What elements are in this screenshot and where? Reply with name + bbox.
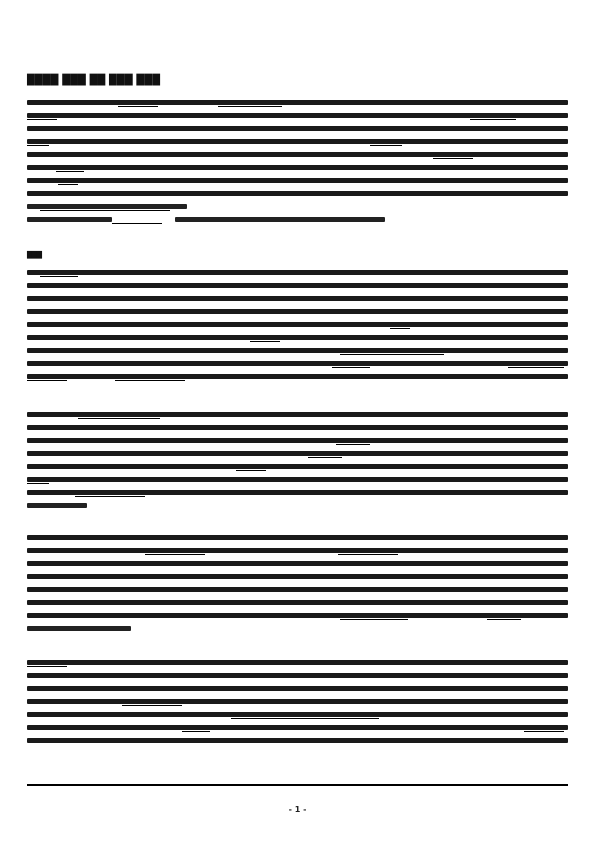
underline (115, 380, 185, 381)
underline (390, 328, 410, 329)
text-line (27, 165, 568, 170)
text-line (27, 204, 187, 209)
text-line (27, 626, 131, 631)
underline (236, 470, 266, 471)
text-line (27, 374, 568, 379)
underline (27, 666, 67, 667)
underline (308, 457, 342, 458)
underline (370, 145, 402, 146)
underline (56, 171, 84, 172)
sub-label: ███ (27, 251, 42, 259)
underline (27, 483, 49, 484)
underline (27, 145, 49, 146)
text-line (27, 712, 568, 717)
underline (182, 731, 210, 732)
text-line (27, 113, 568, 118)
underline (332, 367, 370, 368)
underline (338, 554, 398, 555)
text-line (27, 139, 568, 144)
text-line (27, 574, 568, 579)
text-line (27, 296, 568, 301)
underline (40, 276, 78, 277)
text-line (27, 699, 568, 704)
section-heading: ████ ███ ██ ███ ███ (27, 75, 161, 86)
underline (340, 354, 444, 355)
text-line (27, 725, 568, 730)
underline (40, 210, 170, 211)
underline (470, 119, 516, 120)
text-line (27, 477, 568, 482)
text-line (27, 100, 568, 105)
text-line (27, 587, 568, 592)
underline (524, 731, 564, 732)
text-line (27, 126, 568, 131)
page-number: - 1 - (288, 805, 307, 814)
text-line (27, 361, 568, 366)
footer-rule (27, 784, 568, 786)
text-line (27, 191, 568, 196)
text-line (27, 335, 568, 340)
text-line (27, 217, 112, 222)
text-line (27, 673, 568, 678)
underline (145, 554, 205, 555)
underline (250, 341, 280, 342)
underline (218, 106, 282, 107)
text-line (27, 490, 568, 495)
text-line (27, 738, 568, 743)
text-line (175, 217, 385, 222)
text-line (27, 178, 568, 183)
text-line (27, 283, 568, 288)
underline (340, 619, 408, 620)
text-line (27, 425, 568, 430)
text-line (27, 613, 568, 618)
underline (508, 367, 564, 368)
underline (27, 380, 67, 381)
text-line (27, 548, 568, 553)
underline (75, 496, 145, 497)
text-line (27, 152, 568, 157)
underline (27, 119, 57, 120)
text-line (27, 600, 568, 605)
text-line (27, 309, 568, 314)
text-line (27, 270, 568, 275)
text-line (27, 412, 568, 417)
text-line (27, 322, 568, 327)
text-line (27, 686, 568, 691)
text-line (27, 561, 568, 566)
underline (58, 184, 78, 185)
text-line (27, 438, 568, 443)
underline (118, 106, 158, 107)
text-line (27, 451, 568, 456)
text-line (27, 503, 87, 508)
text-line (27, 535, 568, 540)
underline (336, 444, 370, 445)
underline (78, 418, 160, 419)
underline (122, 705, 182, 706)
text-line (27, 348, 568, 353)
text-line (27, 464, 568, 469)
underline (231, 718, 379, 719)
underline (433, 158, 473, 159)
underline (487, 619, 521, 620)
text-line (27, 660, 568, 665)
underline (112, 223, 162, 224)
